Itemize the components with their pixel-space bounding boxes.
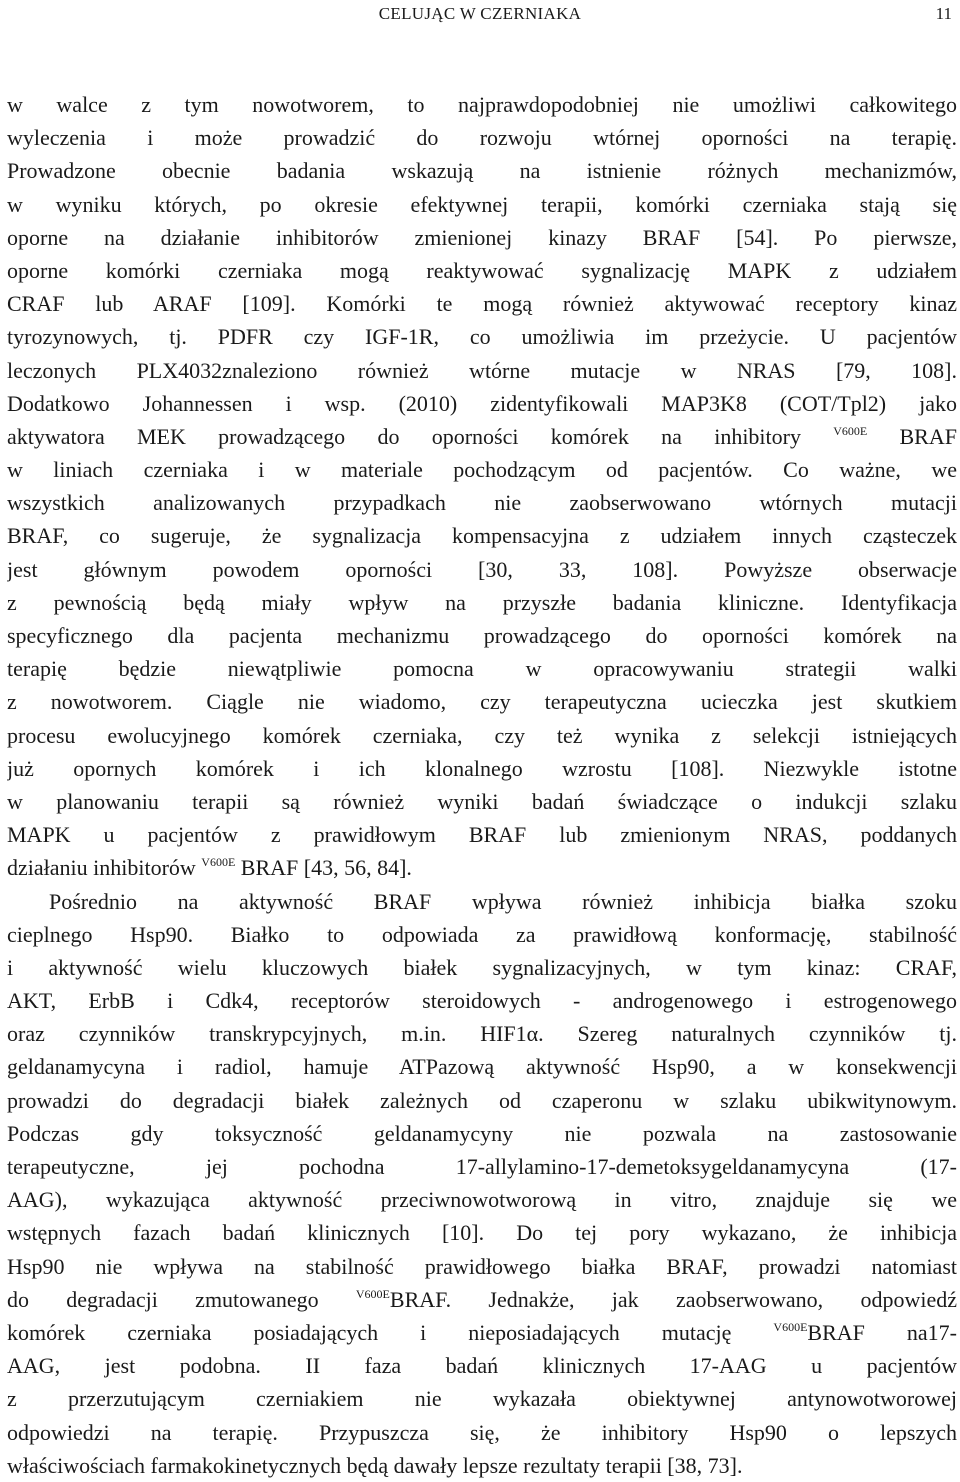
text-line: jest głównym powodem oporności [30, 33, 108]. Powyższe obserwacje	[7, 556, 957, 582]
text-line: i aktywność wielu kluczowych białek sygnalizacyjnych, w tym kinaz: CRAF,	[7, 954, 957, 980]
text-line: prowadzi do degradacji białek zależnych od czaperonu w szlaku ubikwitynowym.	[7, 1087, 957, 1113]
text-line: w planowaniu terapii są również wyniki badań świadczące o indukcji szlaku	[7, 788, 957, 814]
superscript-mutation: V600E	[773, 1319, 808, 1334]
text-line: do degradacji zmutowanego $^{V600E}$BRAF. Jednakże, jak zaobserwowano, odpowiedź	[7, 1286, 957, 1312]
text-line: specyficznego dla pacjenta mechanizmu prowadzącego do oporności komórek na	[7, 623, 957, 648]
text-line: wyleczenia i może prowadzić do rozwoju wtórnej oporności na terapię.	[7, 125, 957, 151]
text-line: AAG), wykazująca aktywność przeciwnowotworową in vitro, znajduje się we	[7, 1187, 957, 1213]
text-line: Pośrednio na aktywność BRAF wpływa również inhibicja białka szoku	[49, 888, 957, 914]
text-line: Podczas gdy toksyczność geldanamycyny nie pozwala na zastosowanie	[7, 1120, 957, 1146]
text-line: Dodatkowo Johannessen i wsp. (2010) zidentyfikowali MAP3K8 (COT/Tpl2) jako	[7, 390, 957, 416]
text-line: w wyniku których, po okresie efektywnej terapii, komórki czerniaka stają się	[7, 191, 957, 217]
text-line: z pewnością będą miały wpływ na przyszłe badania kliniczne. Identyfikacja	[7, 589, 957, 615]
text-line: w liniach czerniaka i w materiale pochodzącym od pacjentów. Co ważne, we	[7, 457, 957, 483]
page-number: 11	[935, 4, 952, 23]
text-line: wszystkich analizowanych przypadkach nie zaobserwowano wtórnych mutacji	[7, 490, 957, 516]
text-line: wstępnych fazach badań klinicznych [10]. Do tej pory wykazano, że inhibicja	[7, 1220, 957, 1246]
body-text	[7, 88, 957, 1482]
text-line: geldanamycyna i radiol, hamuje ATPazową aktywność Hsp90, a w konsekwencji	[7, 1054, 957, 1080]
text-line: odpowiedzi na terapię. Przypuszcza się, że inhibitory Hsp90 o lepszych	[7, 1419, 957, 1445]
text-line: oporne komórki czerniaka mogą reaktywować sygnalizację MAPK z udziałem	[7, 257, 957, 283]
text-line: tyrozynowych, tj. PDFR czy IGF-1R, co umożliwia im przeżycie. U pacjentów	[7, 324, 957, 350]
superscript-mutation: V600E	[201, 855, 236, 870]
text-line: terapeutyczne, jej pochodna 17-allylamino-17-demetoksygeldanamycyna (17-	[7, 1154, 957, 1179]
text-line: z nowotworem. Ciągle nie wiadomo, czy terapeutyczna ucieczka jest skutkiem	[7, 689, 957, 715]
running-title: CELUJĄC W CZERNIAKA	[378, 4, 582, 23]
text-line: leczonych PLX4032znaleziono również wtórne mutacje w NRAS [79, 108].	[7, 357, 957, 383]
superscript-mutation: V600E	[833, 423, 868, 438]
text-line: terapię będzie niewątpliwie pomocna w opracowywaniu strategii walki	[7, 656, 957, 682]
superscript-mutation: V600E	[355, 1286, 390, 1301]
text-line: aktywatora MEK prowadzącego do oporności komórek na inhibitory $^{V600E}$ BRAF	[7, 423, 957, 449]
page-header	[0, 0, 960, 40]
text-line: właściwościach farmakokinetycznych będą dawały lepsze rezultaty terapii [38, 73].	[7, 1452, 743, 1478]
text-line: CRAF lub ARAF [109]. Komórki te mogą również aktywować receptory kinaz	[7, 291, 957, 317]
text-line: Prowadzone obecnie badania wskazują na istnienie różnych mechanizmów,	[7, 158, 957, 184]
text-line: AAG, jest podobna. II faza badań klinicznych 17-AAG u pacjentów	[7, 1353, 957, 1379]
text-line: oporne na działanie inhibitorów zmienionej kinazy BRAF [54]. Po pierwsze,	[7, 224, 957, 250]
text-line: cieplnego Hsp90. Białko to odpowiada za prawidłową konformację, stabilność	[7, 921, 957, 947]
text-line: MAPK u pacjentów z prawidłowym BRAF lub zmienionym NRAS, poddanych	[7, 822, 957, 848]
text-line: oraz czynników transkrypcyjnych, m.in. HIF1α. Szereg naturalnych czynników tj.	[7, 1021, 957, 1047]
text-line: Hsp90 nie wpływa na stabilność prawidłowego białka BRAF, prowadzi natomiast	[7, 1253, 957, 1279]
text-line: już opornych komórek i ich klonalnego wzrostu [108]. Niezwykle istotne	[7, 755, 957, 781]
text-line: z przerzutującym czerniakiem nie wykazała obiektywnej antynowotworowej	[7, 1386, 957, 1412]
text-line: w walce z tym nowotworem, to najprawdopodobniej nie umożliwi całkowitego	[7, 92, 957, 117]
text-line: AKT, ErbB i Cdk4, receptorów steroidowych - androgenowego i estrogenowego	[7, 988, 957, 1014]
text-line: BRAF, co sugeruje, że sygnalizacja kompensacyjna z udziałem innych cząsteczek	[7, 523, 957, 549]
text-line: działaniu inhibitorów $^{V600E}$ BRAF [43, 56, 84].	[7, 855, 412, 881]
text-line: komórek czerniaka posiadających i nieposiadających mutację $^{V600E}$BRAF na17-	[7, 1319, 957, 1345]
text-line: procesu ewolucyjnego komórek czerniaka, czy też wynika z selekcji istniejących	[7, 722, 957, 748]
